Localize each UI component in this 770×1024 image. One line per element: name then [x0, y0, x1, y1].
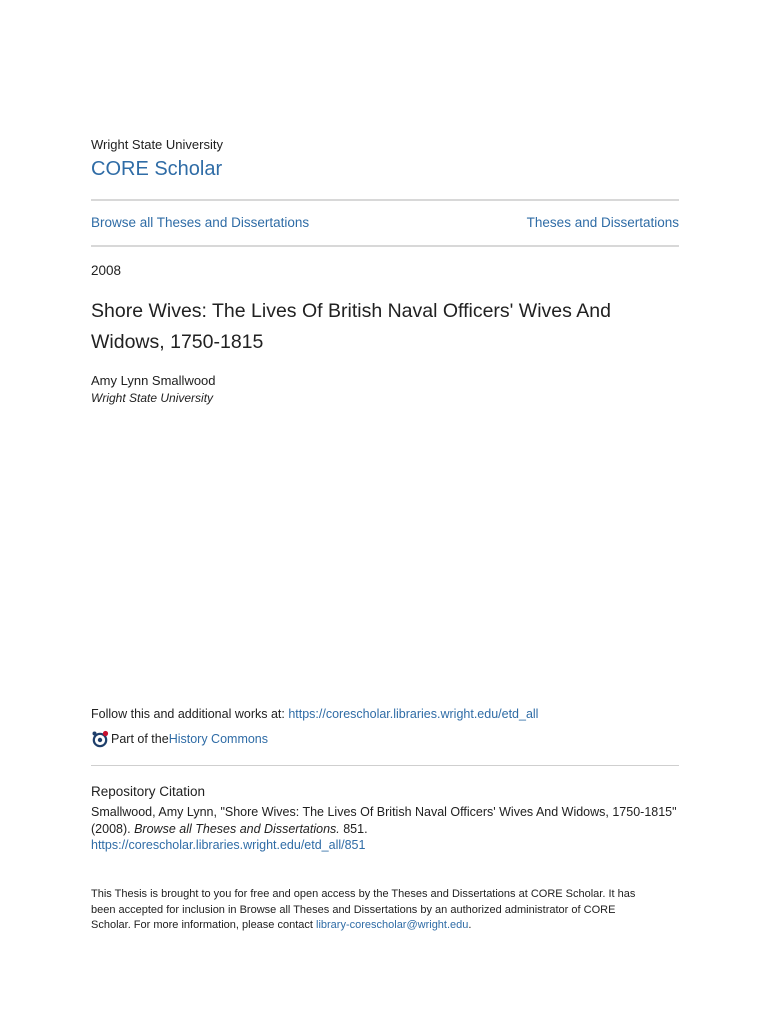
follow-url-link[interactable]: https://corescholar.libraries.wright.edu/etd_all [288, 707, 539, 721]
repository-link[interactable]: CORE Scholar [91, 158, 223, 180]
access-notice-text: This Thesis is brought to you for free and open access by the Theses and Dissertations at CORE Scholar. It has been accepted for inclusion in Browse all Theses and Dissertations by an authorized administrator of CORE Scholar. For more information, please contact [91, 888, 636, 931]
citation-heading: Repository Citation [91, 784, 206, 799]
access-notice-end: . [468, 919, 472, 931]
citation-block [91, 804, 679, 854]
divider-bottom [91, 245, 679, 247]
access-notice [91, 887, 651, 934]
collection-nav [91, 215, 679, 230]
part-of-label: Part of the [111, 732, 169, 746]
citation-text: Smallwood, Amy Lynn, "Shore Wives: The Lives Of British Naval Officers' Wives And Widows, 1750-1815" (2008). [91, 805, 677, 836]
contact-email-link[interactable]: library-corescholar@wright.edu [316, 919, 469, 931]
citation-number: 851. [339, 821, 368, 836]
publication-year: 2008 [91, 263, 122, 278]
network-commons-icon [91, 730, 109, 748]
citation-url-link[interactable]: https://corescholar.libraries.wright.edu/etd_all/851 [91, 838, 366, 852]
theses-dissertations-link[interactable]: Theses and Dissertations [526, 215, 679, 230]
browse-all-link[interactable]: Browse all Theses and Dissertations [91, 215, 310, 230]
divider-citation [91, 765, 679, 766]
follow-label: Follow this and additional works at: [91, 707, 289, 721]
divider-top [91, 199, 679, 201]
follow-line [91, 707, 538, 721]
history-commons-link[interactable]: History Commons [168, 732, 269, 746]
author-name: Amy Lynn Smallwood [91, 373, 216, 388]
author-affiliation: Wright State University [91, 391, 214, 405]
part-of-line [91, 730, 268, 748]
citation-series: Browse all Theses and Dissertations. [134, 821, 340, 836]
institution-name: Wright State University [91, 137, 223, 152]
document-title: Shore Wives: The Lives Of British Naval Officers' Wives And Widows, 1750-1815 [91, 300, 611, 353]
